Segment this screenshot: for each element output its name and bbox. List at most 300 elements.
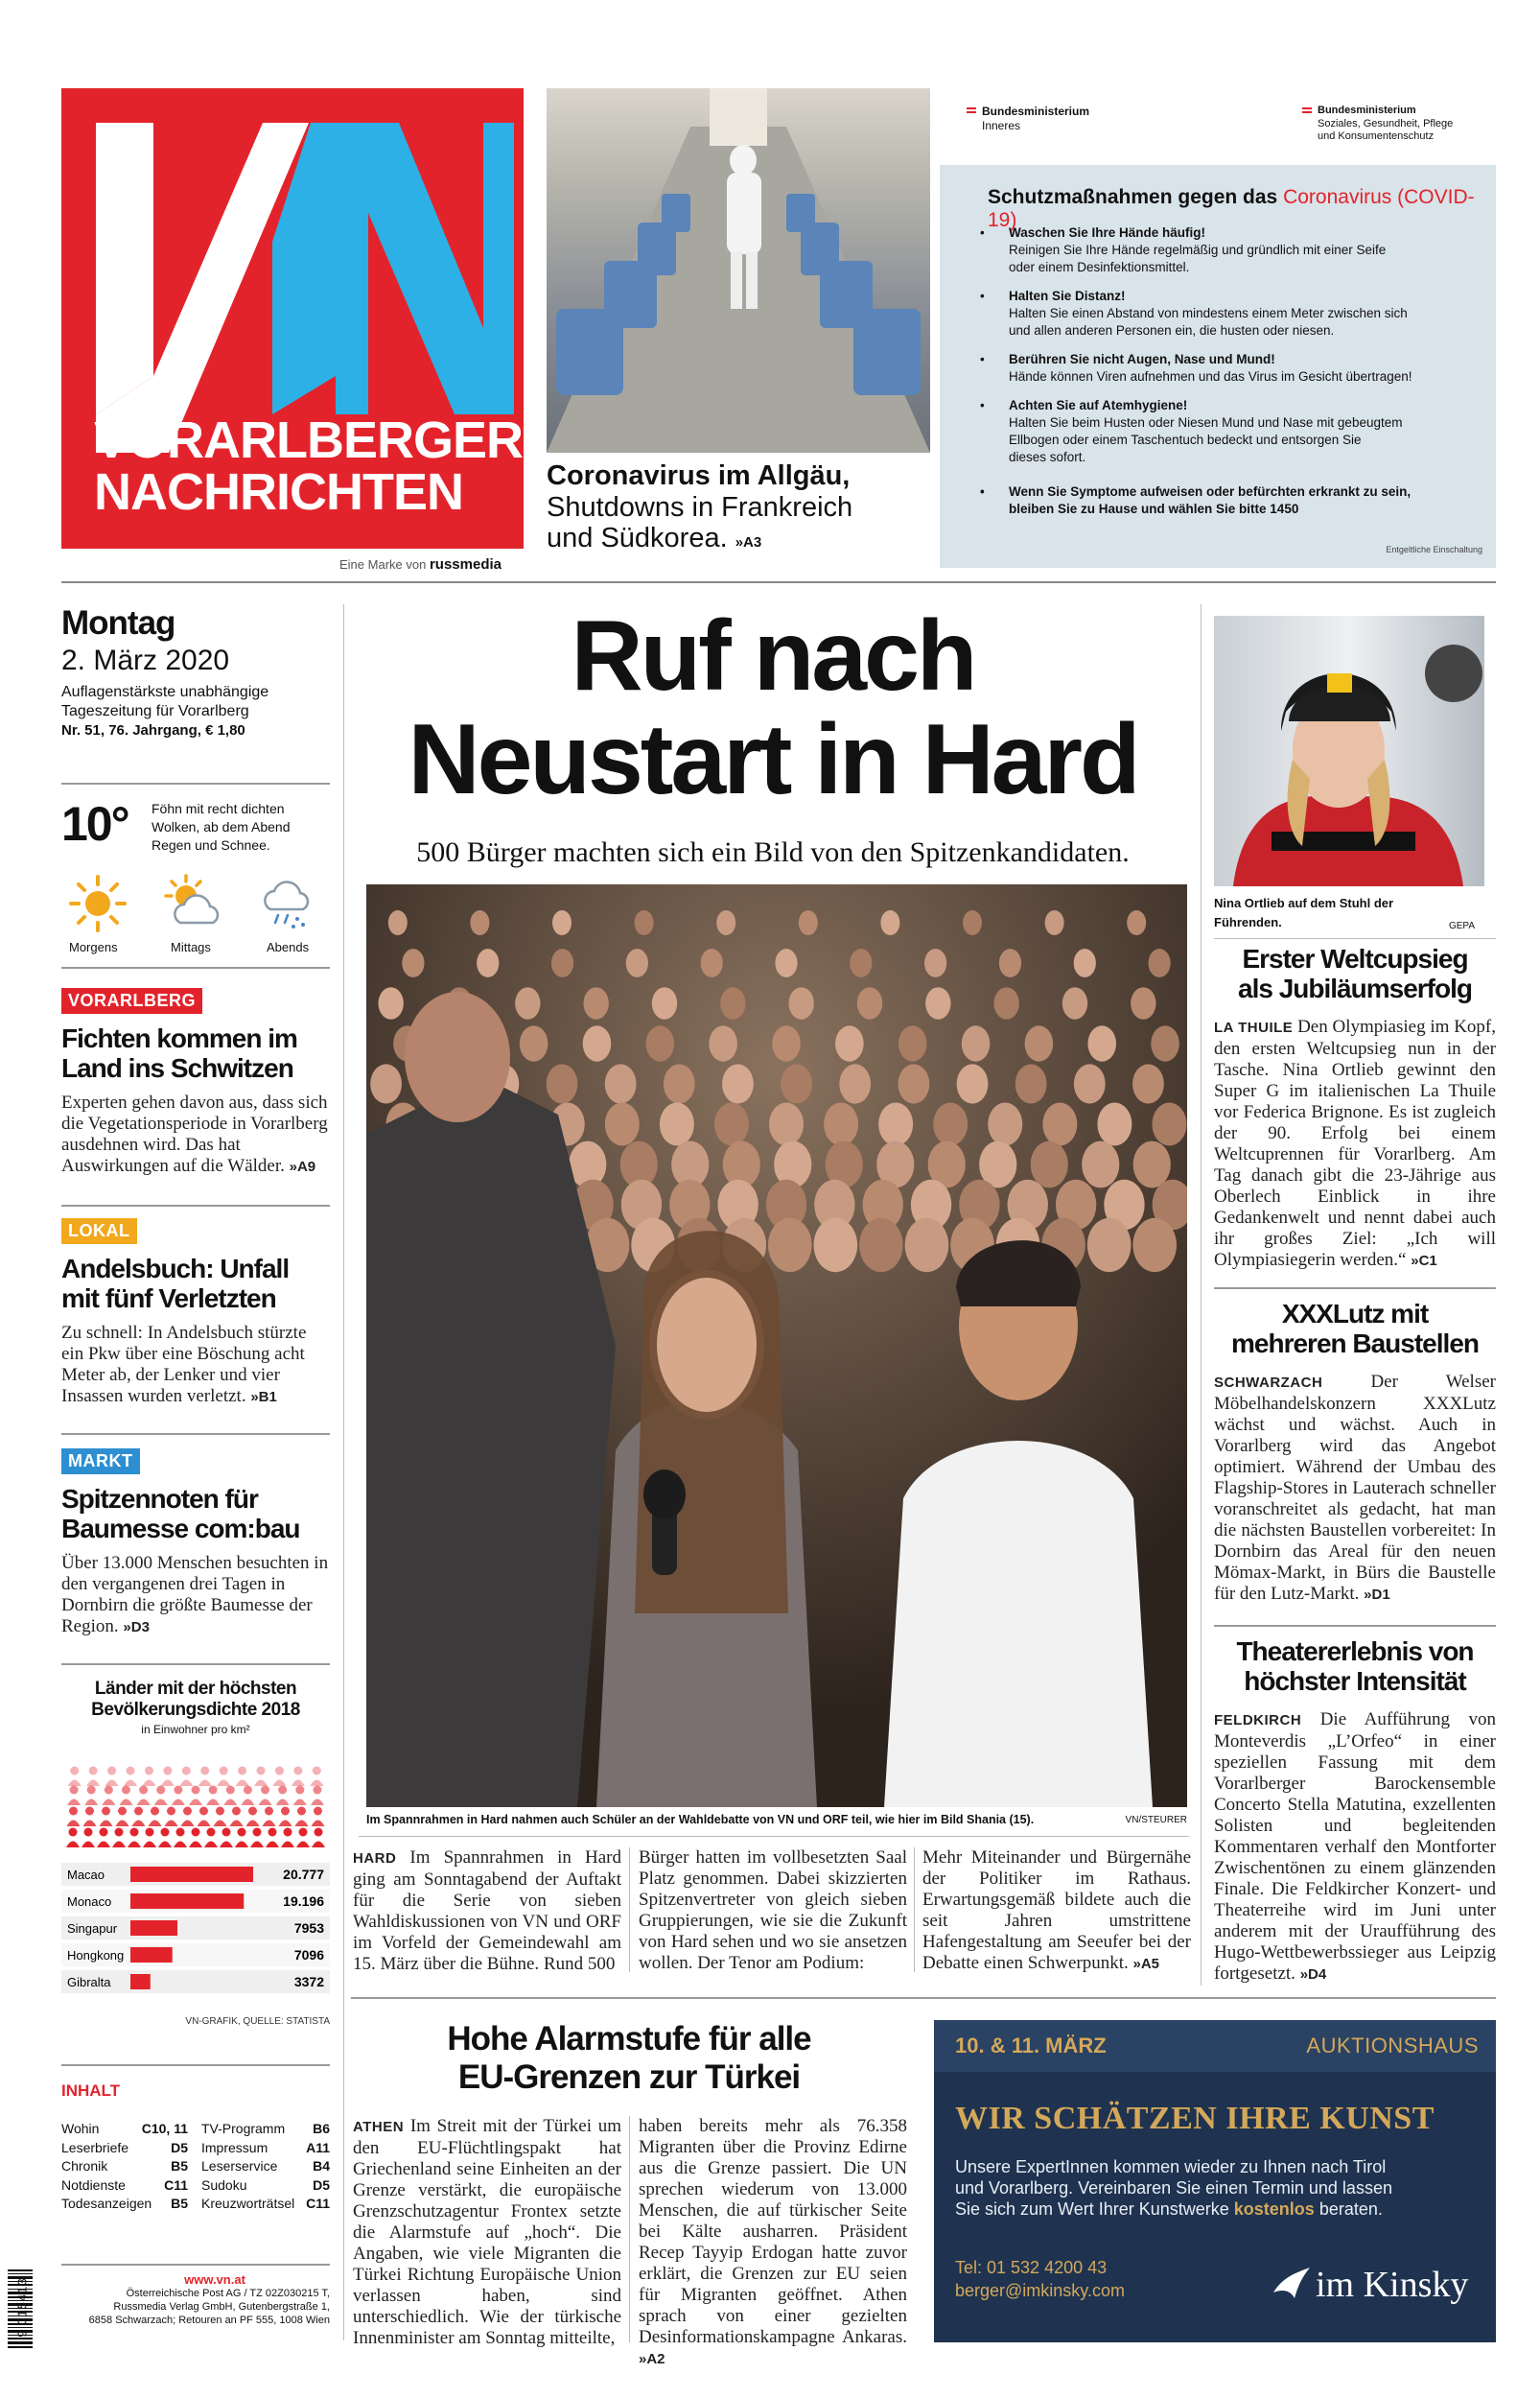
person-icon: [116, 1807, 129, 1827]
weather-text-c: Regen und Schnee.: [152, 837, 270, 853]
audience-head: [999, 949, 1021, 977]
contents-item[interactable]: [201, 2120, 330, 2139]
xxxl-dateline: SCHWARZACH: [1214, 1375, 1323, 1391]
audience-head: [1062, 987, 1087, 1020]
ministry-list-item: [976, 351, 1484, 386]
theater-headline-1: Theatererlebnis von: [1236, 1636, 1474, 1666]
audience-head: [814, 1218, 858, 1272]
story-ref[interactable]: »A9: [289, 1159, 316, 1175]
column-divider: [629, 2116, 630, 2342]
ministry-item-text: Hände können Viren aufnehmen und das Virus im Gesicht übertragen!: [1009, 369, 1412, 384]
audience-head: [781, 1064, 812, 1103]
audience-head: [824, 1103, 858, 1146]
story-body: [61, 1323, 330, 1408]
person-icon: [158, 1828, 172, 1848]
lead-col3-text: Mehr Miteinander und Bürgernähe der Politiker im Rathaus. Erwartungsgemäß bildete auch die seit Jahren umstrittene Hafengestaltung am Seeufer bei der Debatte einen Schwerpunkt.: [922, 1847, 1191, 1973]
ministry-title-b: Coronavirus (COVID-19): [988, 186, 1475, 231]
ministry2-name: Bundesministerium: [1318, 105, 1416, 116]
ministry-item-text: oder einem Desinfektionsmittel.: [1009, 260, 1190, 274]
chart-bar: [130, 1974, 151, 1989]
weather-text-a: Föhn mit recht dichten: [152, 801, 285, 816]
story-lokal[interactable]: [61, 1218, 330, 1408]
contents-item[interactable]: [201, 2176, 330, 2196]
section-tag-vorarlberg: VORARLBERG: [61, 988, 202, 1014]
sidebar-divider: [61, 967, 330, 969]
person-icon: [67, 1786, 81, 1806]
contents: [61, 2081, 330, 2211]
xxxl-headline-1: XXXLutz mit: [1281, 1299, 1429, 1328]
contents-item-page: C10, 11: [141, 2121, 188, 2136]
audience-head: [933, 1103, 968, 1146]
person-icon: [230, 1807, 244, 1827]
section-tag-markt: MARKT: [61, 1448, 140, 1474]
person-icon: [83, 1807, 97, 1827]
border-col-1: [353, 2116, 621, 2349]
audience-head: [962, 1025, 991, 1061]
weather-evening: Abends: [267, 940, 310, 954]
chart-category-label: Monaco: [67, 1894, 112, 1909]
lead-dateline: HARD: [353, 1850, 397, 1867]
audience-head: [788, 987, 813, 1020]
ad-dates: 10. & 11. MÄRZ: [955, 2034, 1107, 2057]
chart-value-label: 7096: [293, 1947, 324, 1963]
audience-head: [720, 987, 745, 1020]
contents-item-name: Todesanzeigen: [61, 2196, 152, 2211]
audience-head: [378, 987, 403, 1020]
ski-caption-b: Führenden.: [1214, 915, 1282, 929]
story-headline-2: Baumesse com:bau: [61, 1514, 300, 1543]
chart-title-b: Bevölkerungsdichte 2018: [91, 1700, 300, 1720]
chart-bar: [130, 1947, 173, 1963]
audience-head: [477, 949, 499, 977]
bullet-icon: •: [980, 484, 985, 499]
column-divider: [914, 1847, 915, 1972]
kinsky-ad[interactable]: [934, 2020, 1496, 2342]
audience-head: [1025, 1025, 1054, 1061]
person-icon: [311, 1786, 324, 1806]
xxxl-headline-2: mehreren Baustellen: [1231, 1328, 1479, 1358]
contents-item-name: Notdienste: [61, 2176, 126, 2193]
person-icon: [281, 1828, 294, 1848]
audience-head: [552, 910, 572, 935]
contents-item-page: C11: [306, 2196, 330, 2211]
ad-tel[interactable]: Tel: 01 532 4200 43: [955, 2258, 1108, 2277]
ministry-item-text: Halten Sie beim Husten oder Niesen Mund und Nase mit gebeugtem: [1009, 415, 1403, 430]
person-icon: [254, 1767, 268, 1787]
person-icon: [84, 1786, 98, 1806]
audience-head: [660, 1103, 694, 1146]
weather-morning: Morgens: [69, 940, 118, 954]
audience-head: [1127, 910, 1146, 935]
audience-head: [370, 1064, 402, 1103]
audience-head: [1132, 1218, 1177, 1272]
audience-head: [878, 1103, 913, 1146]
column-divider: [629, 1847, 630, 1972]
ad-line3-b: kostenlos: [1233, 2199, 1315, 2219]
audience-head: [714, 1103, 749, 1146]
border-col2-text: haben bereits mehr als 76.358 Migranten über die Provinz Edirne aus die Grenze passiert. Die UN sprechen wiederum von 13.000 Menschen, die auf türkischer Seite bei Kälte ausharren. Präsident Recep Tayyip Erdogan hatte zuvor erklärt, die Grenzen zur EU seien für Migranten geöffnet. Athen sprach von einer gezielten Desinformationskampagne Ankaras.: [639, 2116, 907, 2347]
audience-head: [925, 987, 950, 1020]
ad-line3: [955, 2198, 1481, 2220]
ad-logo: im Kinsky: [1316, 2265, 1469, 2305]
lead-col-3: [922, 1847, 1191, 1975]
audience-head: [1097, 1103, 1132, 1146]
train-interior-image: [547, 88, 930, 453]
theater-headline-2: höchster Intensität: [1244, 1666, 1466, 1696]
person-icon: [172, 1786, 185, 1806]
brand-note: [339, 556, 502, 573]
person-icon: [181, 1807, 195, 1827]
audience-head: [664, 1064, 695, 1103]
ski-photo-caption: [1214, 894, 1484, 932]
ministry-last: [976, 483, 1484, 518]
teaser-sub2: [547, 523, 930, 558]
ad-contact: [955, 2256, 1125, 2302]
skier-portrait-image: [1214, 616, 1484, 886]
chart-category-label: Hongkong: [67, 1948, 125, 1963]
border-headline-2: EU-Grenzen zur Türkei: [457, 2058, 801, 2096]
audience-head: [799, 910, 818, 935]
sidebar-divider: [61, 2264, 330, 2266]
lead-divider: [359, 1836, 1189, 1837]
audience-head: [388, 910, 408, 935]
contents-item-name: Sudoku: [201, 2176, 247, 2193]
day: Montag: [61, 604, 175, 642]
audience-head: [652, 987, 677, 1020]
ministry-list-item: [976, 397, 1484, 466]
contents-item-name: Wohin: [61, 2121, 100, 2136]
lead-photo-credit: VN/STEURER: [1125, 1815, 1187, 1825]
person-icon: [189, 1786, 202, 1806]
ad-line3-c: beraten.: [1318, 2199, 1383, 2219]
ministry-item-text: Halten Sie einen Abstand von mindestens einem Meter zwischen sich: [1009, 306, 1408, 320]
chart-category-label: Gibralta: [67, 1975, 111, 1989]
audience-head: [839, 1064, 871, 1103]
audience-head: [1031, 1141, 1068, 1188]
person-icon: [266, 1828, 279, 1848]
sun-cloud-icon: [163, 873, 226, 934]
contents-item-name: Kreuzworträtsel: [201, 2196, 295, 2211]
border-ref[interactable]: »A2: [639, 2351, 665, 2367]
teaser-headline: Coronavirus im Allgäu,: [547, 460, 851, 491]
person-icon: [86, 1767, 100, 1787]
audience-head: [898, 1064, 929, 1103]
weather-temp: 10°: [61, 797, 128, 851]
masthead-line2: NACHRICHTEN: [94, 463, 463, 521]
person-icon: [250, 1828, 264, 1848]
ministry2-dept2: und Konsumentenschutz: [1318, 130, 1435, 142]
theater-body: [1214, 1709, 1496, 1986]
audience-head: [646, 1025, 675, 1061]
barcode-number: 9 015413: [14, 2277, 30, 2338]
audience-head: [605, 1103, 640, 1146]
lead-photo-caption: [366, 1813, 1187, 1826]
person-icon: [174, 1828, 187, 1848]
audience-head: [898, 1025, 927, 1061]
audience-head: [1074, 1064, 1106, 1103]
contents-title: INHALT: [61, 2081, 121, 2100]
audience-head: [775, 949, 797, 977]
ad-body: [955, 2156, 1481, 2220]
story-xxxlutz[interactable]: [1214, 1299, 1496, 1606]
story-headline: Fichten kommen im: [61, 1023, 297, 1053]
audience-head: [905, 1218, 949, 1272]
ski-body: [1214, 1017, 1496, 1272]
border-col-2: [639, 2116, 907, 2370]
xxxl-body: [1214, 1372, 1496, 1606]
xxxl-ref[interactable]: »D1: [1364, 1587, 1390, 1603]
story-markt[interactable]: [61, 1448, 330, 1638]
audience-head: [515, 987, 540, 1020]
story-body: [61, 1093, 330, 1178]
ministry-last-b: bleiben Sie zu Hause und wählen Sie bitte 1450: [1009, 502, 1299, 516]
person-icon: [279, 1807, 292, 1827]
audience-head: [1082, 1141, 1119, 1188]
person-icon: [246, 1807, 260, 1827]
tagline-a: Auflagenstärkste unabhängige: [61, 684, 269, 700]
audience-head: [701, 949, 723, 977]
story-vorarlberg[interactable]: [61, 988, 330, 1178]
theater-dateline: FELDKIRCH: [1214, 1712, 1302, 1728]
audience-head: [1045, 910, 1064, 935]
audience-head: [768, 1218, 812, 1272]
people-crowd-icon: [65, 1761, 326, 1849]
person-icon: [112, 1828, 126, 1848]
sidebar-divider: [61, 2064, 330, 2066]
person-icon: [220, 1828, 233, 1848]
audience-head: [520, 1025, 548, 1061]
audience-head: [769, 1103, 804, 1146]
sidebar-divider: [61, 783, 330, 785]
person-icon: [312, 1807, 325, 1827]
ad-line2: und Vorarlberg. Vereinbaren Sie einen Termin und lassen: [955, 2178, 1392, 2198]
audience-head: [1131, 987, 1155, 1020]
contents-item[interactable]: [201, 2157, 330, 2176]
person-icon: [82, 1828, 95, 1848]
masthead-logo[interactable]: [61, 88, 524, 549]
imprint-line3: 6858 Schwarzach; Retouren an PF 555, 1008 Wien: [88, 2315, 330, 2326]
ministry2-dept: Soziales, Gesundheit, Pflege: [1318, 118, 1454, 129]
contents-item[interactable]: [61, 2176, 188, 2196]
ad-mail[interactable]: berger@imkinsky.com: [955, 2281, 1125, 2300]
person-icon: [259, 1786, 272, 1806]
contents-item-page: A11: [306, 2139, 330, 2155]
person-icon: [142, 1767, 155, 1787]
lead-photo[interactable]: [366, 884, 1187, 1807]
teaser-ref[interactable]: »A3: [735, 534, 762, 551]
contents-item-page: D5: [313, 2176, 330, 2193]
contents-item-page: B4: [313, 2158, 330, 2174]
contents-item-page: B6: [313, 2121, 330, 2136]
right-divider: [1214, 1287, 1496, 1289]
theater-ref[interactable]: »D4: [1299, 1966, 1327, 1983]
audience-head: [924, 949, 946, 977]
person-icon: [293, 1786, 307, 1806]
ski-body-text: Den Olympiasieg im Kopf, den ersten Weltcupsieg nun in der Tasche. Nina Ortlieb gewinnt den Super G im italienischen La Thuile vor Federica Brignone. Es ist zugleich der 90. Erfolg bei einem Weltcuprennen für Vorarlberg. Am Tag danach gibt die 23-Jährige aus Oberlech Einblick in ihre Gedankenwelt und nennt dabei auch ihr großes Ziel: „Ich will Olympiasiegerin werden.“: [1214, 1017, 1497, 1270]
ministry-item-head: Waschen Sie Ihre Hände häufig!: [1009, 225, 1206, 240]
teaser-photo-train[interactable]: [547, 88, 930, 453]
ski-photo-credit: GEPA: [1448, 921, 1475, 931]
contents-item-page: B5: [171, 2196, 188, 2211]
story-ref[interactable]: »B1: [250, 1389, 277, 1405]
right-divider: [1214, 938, 1496, 939]
date: 2. März 2020: [61, 645, 230, 676]
chart-value-label: 19.196: [283, 1893, 324, 1909]
weather-noon: Mittags: [171, 940, 211, 954]
bullet-icon: •: [980, 352, 985, 366]
story-ref[interactable]: »D3: [123, 1619, 150, 1635]
density-chart: [61, 1679, 330, 2043]
chart-value-label: 7953: [293, 1920, 324, 1936]
person-icon: [143, 1828, 156, 1848]
person-icon: [132, 1807, 146, 1827]
ministry-box: [940, 165, 1496, 568]
contents-item[interactable]: [61, 2195, 188, 2214]
audience-head: [709, 1025, 737, 1061]
story-headline-2: mit fünf Verletzten: [61, 1283, 276, 1313]
contents-item[interactable]: [61, 2157, 188, 2176]
ministry1-dept: Inneres: [982, 119, 1021, 132]
ski-photo[interactable]: [1214, 616, 1484, 886]
bullet-icon: •: [980, 225, 985, 240]
ministry-title-a: Schutzmaßnahmen gegen das: [988, 186, 1278, 208]
contents-item-name: Impressum: [201, 2139, 268, 2155]
ministry-item-text: Reinigen Sie Ihre Hände regelmäßig und gründlich mit einer Seife: [1009, 243, 1387, 257]
sidebar-divider: [61, 1663, 330, 1665]
person-icon: [67, 1807, 81, 1827]
contents-item-name: Leserservice: [201, 2158, 278, 2174]
person-icon: [128, 1828, 141, 1848]
ministry-item-head: Berühren Sie nicht Augen, Nase und Mund!: [1009, 352, 1275, 366]
ski-headline-1: Erster Weltcupsieg: [1242, 944, 1468, 974]
ministry-item-text: dieses sofort.: [1009, 450, 1086, 464]
person-icon: [312, 1828, 325, 1848]
teaser-text[interactable]: [547, 460, 930, 558]
chart-title-a: Länder mit der höchsten: [94, 1679, 297, 1699]
story-headline: Andelsbuch: Unfall: [61, 1254, 290, 1283]
story-headline-2: Land ins Schwitzen: [61, 1053, 293, 1083]
contents-item-page: B5: [171, 2158, 188, 2174]
ski-headline-2: als Jubiläumserfolg: [1238, 974, 1472, 1003]
person-icon: [198, 1767, 212, 1787]
contents-item[interactable]: [61, 2139, 188, 2158]
contents-item[interactable]: [201, 2139, 330, 2158]
ministry-last-a: Wenn Sie Symptome aufweisen oder befürchten erkrankt zu sein,: [1009, 484, 1412, 499]
ministry-footnote: Entgeltliche Einschaltung: [1386, 545, 1482, 554]
person-icon: [102, 1786, 115, 1806]
chart-plot: [61, 1857, 330, 2010]
lead-ref[interactable]: »A5: [1132, 1956, 1160, 1972]
story-body-text: Experten gehen davon aus, dass sich die Vegetationsperiode in Vorarlberg ausdehnen wird. Das hat Auswirkungen auf die Wälder.: [61, 1093, 328, 1176]
audience-photo-image: [366, 884, 1187, 1807]
section-divider: [351, 1997, 1496, 1999]
austria-flag-icon: [967, 107, 976, 113]
ministry1-name: Bundesministerium: [982, 105, 1090, 118]
border-col1-text: Im Streit mit der Türkei um den EU-Flüchtlingspakt hat Griechenland seine Einheiten an der Grenze verstärkt, die europäische Grenzschutzagentur Frontex setzte die Alarmstufe auf „hoch“. Die Angaben, wie viele Migranten die Türkei Richtung Europäische Union verlassen haben, sind unterschiedlich. Wie der türkische Innenminister am Sonntag mitteilte,: [353, 2116, 621, 2348]
chart-source: VN-GRAFIK, QUELLE: STATISTA: [185, 2016, 330, 2027]
lead-col-2: [639, 1847, 907, 1974]
audience-head: [722, 1064, 754, 1103]
person-icon: [204, 1828, 218, 1848]
ski-caption-a: Nina Ortlieb auf dem Stuhl der: [1214, 896, 1394, 910]
story-body-text: Über 13.000 Menschen besuchten in den vergangenen drei Tagen in Dornbirn die größte Baumesse der Region.: [61, 1553, 329, 1636]
lead-headline-2: Neustart in Hard: [408, 704, 1138, 815]
chart-bar: [130, 1893, 244, 1909]
imprint-line1: Österreichische Post AG / TZ 02Z030215 T,: [126, 2288, 330, 2299]
sidebar: [61, 604, 330, 741]
person-icon: [154, 1786, 168, 1806]
contents-list-right: [201, 2120, 330, 2214]
lead-dek: 500 Bürger machten sich ein Bild von den Spitzenkandidaten.: [416, 836, 1130, 868]
audience-head: [993, 987, 1018, 1020]
contents-list-left: [61, 2120, 188, 2214]
person-icon: [137, 1786, 151, 1806]
person-icon: [124, 1767, 137, 1787]
ministry-item-head: Achten Sie auf Atemhygiene!: [1009, 398, 1188, 412]
bird-logo-icon: [1272, 2264, 1316, 2302]
imprint-url[interactable]: www.vn.at: [184, 2272, 245, 2287]
person-icon: [97, 1828, 110, 1848]
chart-unit: in Einwohner pro km²: [141, 1723, 250, 1736]
audience-head: [1148, 949, 1170, 977]
contents-item-page: D5: [171, 2139, 188, 2155]
sidebar-divider: [61, 1433, 330, 1435]
brand-russmedia: russmedia: [429, 556, 502, 573]
chart-value-label: 20.777: [283, 1867, 324, 1882]
imprint-line2: Russmedia Verlag GmbH, Gutenbergstraße 1,: [113, 2301, 330, 2313]
person-icon: [272, 1767, 286, 1787]
chart-category-label: Singapur: [67, 1921, 118, 1936]
masthead-line1: VORARLBERGER: [94, 411, 524, 469]
lead-caption-text: Im Spannrahmen in Hard nahmen auch Schüler an der Wahldebatte von VN und ORF teil, wie hier im Bild Shania (15).: [366, 1813, 1035, 1826]
weather-text: [152, 800, 291, 855]
teaser-sub1: Shutdowns in Frankreich: [547, 492, 853, 523]
person-icon: [217, 1767, 230, 1787]
audience-head: [551, 949, 573, 977]
ministry-list-item: [976, 224, 1484, 276]
person-icon: [66, 1828, 80, 1848]
tagline-b: Tageszeitung für Vorarlberg: [61, 703, 249, 719]
audience-head: [1074, 949, 1096, 977]
person-icon: [165, 1807, 178, 1827]
ministry-item-text: Ellbogen oder einem Taschentuch bedeckt und entsorgen Sie: [1009, 433, 1362, 447]
story-ski[interactable]: [1214, 944, 1496, 1272]
ski-ref[interactable]: »C1: [1411, 1253, 1437, 1269]
contents-item[interactable]: [61, 2120, 188, 2139]
person-icon: [198, 1807, 211, 1827]
border-headline-1: Hohe Alarmstufe für alle: [447, 2020, 811, 2057]
ad-line3-a: Sie sich zum Wert Ihrer Kunstwerke: [955, 2199, 1229, 2219]
audience-head: [988, 1103, 1022, 1146]
contents-item-name: Leserbriefe: [61, 2139, 129, 2155]
person-icon: [161, 1767, 175, 1787]
column-divider: [343, 604, 344, 2340]
theater-body-text: Die Aufführung von Monteverdis „L’Orfeo“ in einer speziellen Fassung mit dem Vorarlberger Barockensemble Concerto Stella Matutina, exzellenten Solisten und begleitenden Kommentaren verhalf den Montforter Zwischentönen zu einem glänzenden Finale. Die Feldkircher Konzert- und Theaterreihe wird im Juni unter anderem mit der Uraufführung des Hugo-Wettbewerbssieger aus Leipzig fortgesetzt.: [1214, 1709, 1496, 1984]
ad-line1: Unsere ExpertInnen kommen wieder zu Ihnen nach Tirol: [955, 2157, 1387, 2176]
audience-head: [859, 1218, 903, 1272]
person-icon: [241, 1786, 254, 1806]
contents-item[interactable]: [201, 2195, 330, 2214]
person-icon: [206, 1786, 220, 1806]
masthead-divider: [61, 581, 1496, 583]
audience-head: [626, 949, 648, 977]
weather-text-b: Wolken, ab dem Abend: [152, 819, 291, 835]
story-headline: Spitzennoten für: [61, 1484, 258, 1514]
border-headline[interactable]: [353, 2020, 905, 2097]
story-theater[interactable]: [1214, 1636, 1496, 1986]
person-icon: [276, 1786, 290, 1806]
audience-head: [635, 910, 654, 935]
